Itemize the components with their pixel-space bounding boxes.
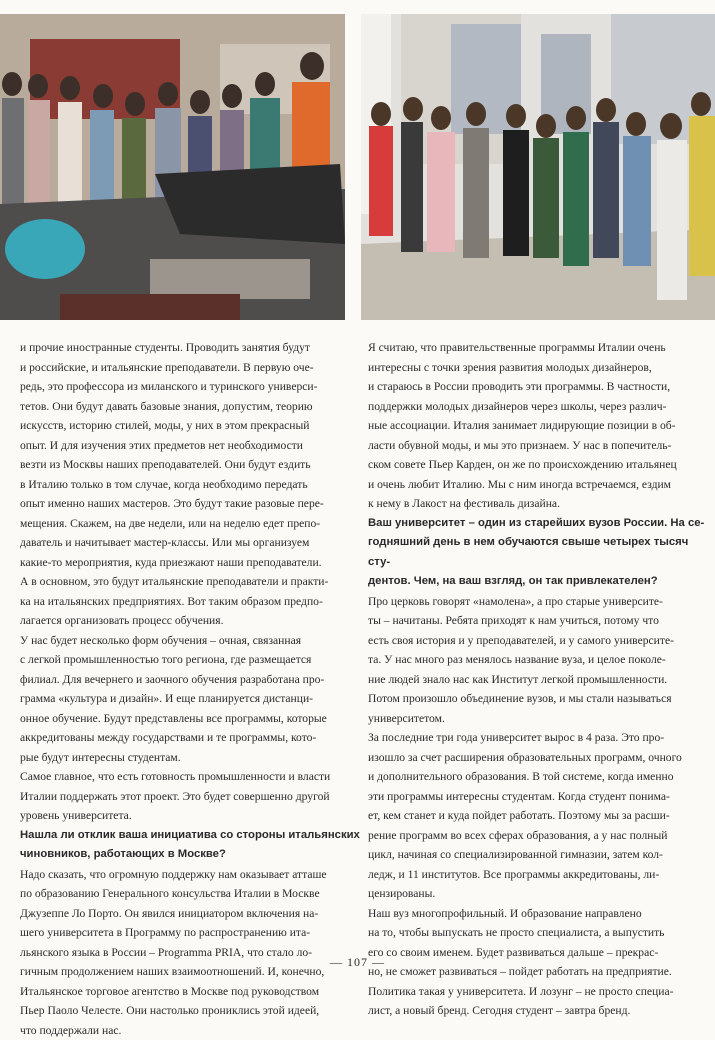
body-text-line: к нему в Лакост на фестиваль дизайна. <box>368 494 708 514</box>
body-text-line: ные ассоциации. Италия занимает лидирующие позиции в об- <box>368 416 708 436</box>
body-text-line: Итальянское торговое агентство в Москве под руководством <box>20 982 360 1002</box>
body-text-line: тетов. Они будут давать базовые знания, допустим, теорию <box>20 397 360 417</box>
body-text-line: аккредитованы между государствами и те программы, кото- <box>20 728 360 748</box>
left-text-column <box>20 338 360 1040</box>
body-text-line: и российские, и итальянские преподаватели. В первую оче- <box>20 358 360 378</box>
body-text-line: У нас будет несколько форм обучения – очная, связанная <box>20 631 360 651</box>
body-text-line: цензированы. <box>368 884 708 904</box>
body-text-line: и стараюсь в России проводить эти программы. В частности, <box>368 377 708 397</box>
body-text-line: на то, чтобы выпускать не просто специалиста, а выпустить <box>368 923 708 943</box>
body-text-line: его со своим именем. Будет развиваться дальше – прекрас- <box>368 943 708 963</box>
body-text-line: ском совете Пьер Карден, он же по происхождению итальянец <box>368 455 708 475</box>
body-text-line: изошло за счет расширения образовательных программ, очного <box>368 748 708 768</box>
body-text-line: Политика такая у университета. И лозунг – не просто специа- <box>368 982 708 1002</box>
body-text-line: что поддержали нас. <box>20 1021 360 1040</box>
body-text-line: ледж, и 11 институтов. Все программы аккредитованы, ли- <box>368 865 708 885</box>
body-text-line: Надо сказать, что огромную поддержку нам оказывает атташе <box>20 865 360 885</box>
body-text-line: ка на итальянских предприятиях. Вот таким образом предпо- <box>20 592 360 612</box>
body-text-line: опыт. И для изучения этих предметов нет необходимости <box>20 436 360 456</box>
body-text-line: За последние три года университет вырос в 4 раза. Это про- <box>368 728 708 748</box>
interview-question-line: Ваш университет – один из старейших вузов России. На се- <box>368 514 708 534</box>
body-text-line: искусств, историю стилей, моды, у них в этом прекрасный <box>20 416 360 436</box>
body-text-line: А в основном, это будут итальянские преподаватели и практи- <box>20 572 360 592</box>
body-text-line: интересны с точки зрения развития молодых дизайнеров, <box>368 358 708 378</box>
body-text-line: Наш вуз многопрофильный. И образование направлено <box>368 904 708 924</box>
body-text-line: онное обучение. Будут представлены все программы, которые <box>20 709 360 729</box>
body-text-line: эти программы интересны студентам. Когда студент понима- <box>368 787 708 807</box>
body-text-line: та. У нас много раз менялось название вуза, и целое поколе- <box>368 650 708 670</box>
body-text-line: и дополнительного образования. В той системе, когда именно <box>368 767 708 787</box>
body-text-line: ты – начитаны. Ребята приходят к нам учиться, потому что <box>368 611 708 631</box>
body-text-line: рые будут интересны студентам. <box>20 748 360 768</box>
body-text-line: опыт именно наших мастеров. Это будут такие разовые пере- <box>20 494 360 514</box>
body-text-line: филиал. Для вечернего и заочного обучения разработана про- <box>20 670 360 690</box>
interview-question-line: Нашла ли отклик ваша инициатива со стороны итальянских <box>20 826 360 846</box>
body-text-line: Про церковь говорят «намолена», а про старые университе- <box>368 592 708 612</box>
body-text-line: в Италию только в том случае, когда необходимо передать <box>20 475 360 495</box>
page-number: — 107 — <box>0 955 715 970</box>
body-text-line: Потом произошло объединение вузов, и мы стали называться <box>368 689 708 709</box>
body-text-line: есть своя история и у преподавателей, и у самого университе- <box>368 631 708 651</box>
right-text-column <box>368 338 708 1021</box>
body-text-line: университетом. <box>368 709 708 729</box>
body-text-line: рение программ во всех сферах образования, а у нас полный <box>368 826 708 846</box>
body-text-line: уровень университета. <box>20 806 360 826</box>
body-text-line: шего университета в Программу по распространению ита- <box>20 923 360 943</box>
body-text-line: с легкой промышленностью того региона, где размещается <box>20 650 360 670</box>
body-text-line: Джузеппе Ло Порто. Он явился инициатором включения на- <box>20 904 360 924</box>
body-text-line: ет, кем станет и куда пойдет работать. Поэтому мы за расши- <box>368 806 708 826</box>
interview-question-line: дентов. Чем, на ваш взгляд, он так привлекателен? <box>368 572 708 592</box>
body-text-line: мещения. Скажем, на две недели, или на неделю едет препо- <box>20 514 360 534</box>
body-text-line: лагается организовать процесс обучения. <box>20 611 360 631</box>
body-text-line: поддержки молодых дизайнеров через школы, через различ- <box>368 397 708 417</box>
workshop-group-photo <box>0 14 345 320</box>
body-text-line: какие-то мероприятия, куда приезжают наши преподаватели. <box>20 553 360 573</box>
interview-question-line: чиновников, работающих в Москве? <box>20 845 360 865</box>
body-text-line: но, не сможет развиваться – пойдет работать на предприятие. <box>368 962 708 982</box>
body-text-line: редь, это профессора из миланского и туринского универси- <box>20 377 360 397</box>
body-text-line: Самое главное, что есть готовность промышленности и власти <box>20 767 360 787</box>
interview-question-line: годняшний день в нем обучаются свыше четырех тысяч сту- <box>368 533 708 572</box>
body-text-line: ласти обувной моды, и мы это признаем. У нас в попечитель- <box>368 436 708 456</box>
factory-group-photo <box>361 14 715 320</box>
body-text-line: Я считаю, что правительственные программы Италии очень <box>368 338 708 358</box>
body-text-line: Италии поддержать этот проект. Это будет совершенно другой <box>20 787 360 807</box>
group-photo-workshop-icon <box>0 14 345 320</box>
body-text-line: по образованию Генерального консульства Италии в Москве <box>20 884 360 904</box>
body-text-line: лист, а новый бренд. Сегодня студент – завтра бренд. <box>368 1001 708 1021</box>
body-text-line: и очень любит Италию. Мы с ним иногда встречаемся, ездим <box>368 475 708 495</box>
group-photo-factory-icon <box>361 14 715 320</box>
body-text-line: Пьер Паоло Челесте. Они настолько прониклись этой идеей, <box>20 1001 360 1021</box>
body-text-line: льянского языка в России – Programma PRIA, что стало ло- <box>20 943 360 963</box>
body-text-line: гичным продолжением наших взаимоотношений. И, конечно, <box>20 962 360 982</box>
body-text-line: ние людей знало нас как Институт легкой промышленности. <box>368 670 708 690</box>
body-text-line: везти из Москвы наших преподавателей. Они будут ездить <box>20 455 360 475</box>
body-text-line: грамма «культура и дизайн». И еще планируется дистанци- <box>20 689 360 709</box>
body-text-line: и прочие иностранные студенты. Проводить занятия будут <box>20 338 360 358</box>
body-text-line: даватель и начитывает мастер-классы. Или мы организуем <box>20 533 360 553</box>
body-text-line: цикл, начиная со специализированной гимназии, затем кол- <box>368 845 708 865</box>
